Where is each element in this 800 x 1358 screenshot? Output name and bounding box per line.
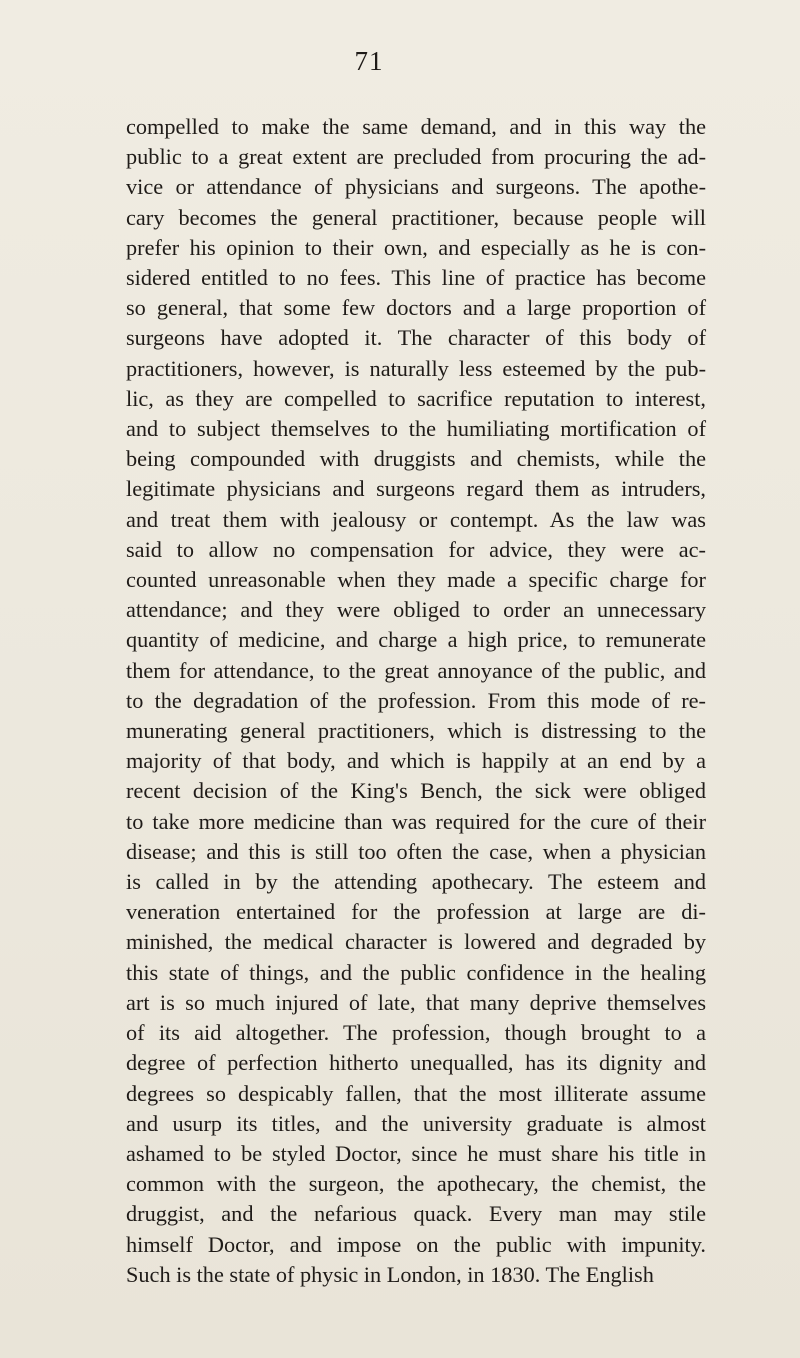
text-line: veneration entertained for the profession at large are di- — [126, 899, 706, 925]
text-line: recent decision of the King's Bench, the sick were obliged — [126, 778, 706, 804]
text-line: of its aid altogether. The profession, though brought to a — [126, 1020, 706, 1046]
text-line: degree of perfection hitherto unequalled, has its dignity and — [126, 1050, 706, 1076]
text-line: minished, the medical character is lowered and degraded by — [126, 929, 706, 955]
text-line: druggist, and the nefarious quack. Every man may stile — [126, 1201, 706, 1227]
text-line: degrees so despicably fallen, that the most illiterate assume — [126, 1080, 706, 1106]
text-line: practitioners, however, is naturally less esteemed by the pub- — [126, 355, 706, 381]
text-line: majority of that body, and which is happily at an end by a — [126, 748, 706, 774]
text-line: quantity of medicine, and charge a high price, to remunerate — [126, 627, 706, 653]
text-line: compelled to make the same demand, and in this way the — [126, 114, 706, 139]
text-line: attendance; and they were obliged to order an unnecessary — [126, 597, 706, 623]
text-line: said to allow no compensation for advice, they were ac- — [126, 536, 706, 562]
text-line: himself Doctor, and impose on the public with impunity. — [126, 1231, 706, 1257]
text-line: surgeons have adopted it. The character of this body of — [126, 325, 706, 351]
text-line: art is so much injured of late, that many deprive themselves — [126, 989, 706, 1015]
text-line: and to subject themselves to the humiliating mortification of — [126, 416, 706, 442]
text-line: to take more medicine than was required for the cure of their — [126, 808, 706, 834]
text-line: vice or attendance of physicians and surgeons. The apothe- — [126, 174, 706, 200]
text-line: public to a great extent are precluded from procuring the ad- — [126, 144, 706, 170]
text-line: them for attendance, to the great annoyance of the public, and — [126, 657, 706, 683]
text-line: Such is the state of physic in London, in 1830. The English — [126, 1261, 654, 1287]
text-line: lic, as they are compelled to sacrifice reputation to interest, — [126, 385, 706, 411]
text-line: and treat them with jealousy or contempt. As the law was — [126, 506, 706, 532]
text-line: common with the surgeon, the apothecary, the chemist, the — [126, 1171, 706, 1197]
text-line: munerating general practitioners, which is distressing to the — [126, 718, 706, 744]
text-line: being compounded with druggists and chemists, while the — [126, 446, 706, 472]
text-line: to the degradation of the profession. From this mode of re- — [126, 687, 706, 713]
text-line: so general, that some few doctors and a large proportion of — [126, 295, 706, 321]
text-line: is called in by the attending apothecary. The esteem and — [126, 869, 706, 895]
text-line: ashamed to be styled Doctor, since he must share his title in — [126, 1140, 706, 1166]
body-text — [126, 112, 706, 1290]
text-line: and usurp its titles, and the university graduate is almost — [126, 1110, 706, 1136]
text-line: legitimate physicians and surgeons regard them as intruders, — [126, 476, 706, 502]
text-line: this state of things, and the public confidence in the healing — [126, 959, 706, 985]
page-number: 71 — [354, 46, 384, 76]
text-line: sidered entitled to no fees. This line of practice has become — [126, 265, 706, 291]
text-line: prefer his opinion to their own, and especially as he is con- — [126, 234, 706, 260]
text-line: disease; and this is still too often the case, when a physician — [126, 838, 706, 864]
text-line: counted unreasonable when they made a specific charge for — [126, 567, 706, 593]
text-line: cary becomes the general practitioner, because people will — [126, 204, 706, 230]
